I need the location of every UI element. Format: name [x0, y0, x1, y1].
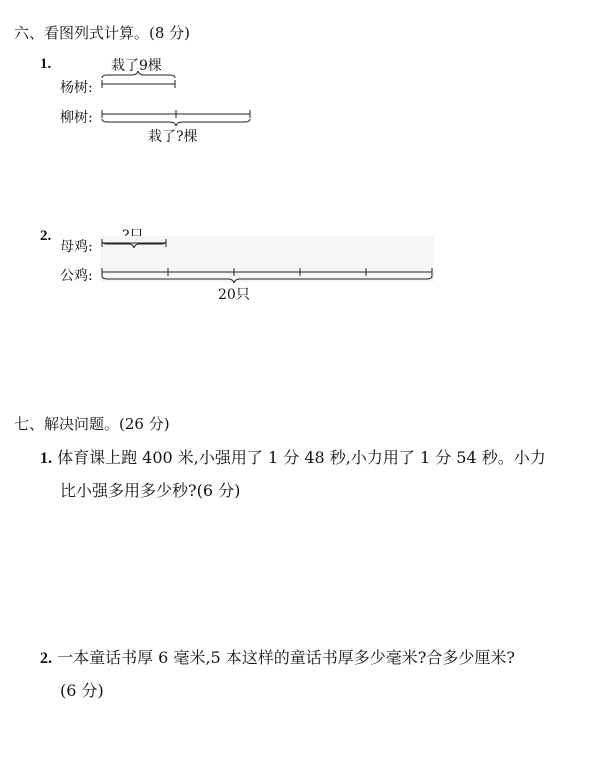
question-1	[40, 445, 546, 468]
problem-2-bottom-label: 20只	[218, 287, 250, 303]
question-1-line1: 体育课上跑 400 米,小强用了 1 分 48 秒,小力用了 1 分 54 秒。小力	[57, 448, 546, 467]
question-2-line1: 一本童话书厚 6 毫米,5 本这样的童话书厚多少毫米?合多少厘米?	[57, 648, 515, 667]
problem-1-top-label: 栽了9棵	[111, 58, 162, 74]
problem-2-number: 2.	[40, 228, 52, 244]
problem-1-row2-label: 柳树:	[60, 110, 93, 126]
question-1-number: 1.	[40, 450, 52, 467]
question-2-line2: (6 分)	[60, 681, 104, 700]
question-2	[40, 645, 515, 668]
section-6-title: 六、看图列式计算。(8 分)	[14, 24, 191, 42]
problem-1-row1-label: 杨树:	[60, 80, 93, 96]
question-1-line2: 比小强多用多少秒?(6 分)	[60, 481, 241, 500]
section-7-title: 七、解决问题。(26 分)	[14, 415, 170, 433]
question-2-number: 2.	[40, 650, 52, 667]
problem-2-row1-label: 母鸡:	[60, 239, 93, 255]
problem-2-row2-label: 公鸡:	[60, 268, 93, 284]
problem-1-bottom-label: 栽了?棵	[148, 129, 198, 145]
problem-1-number: 1.	[40, 56, 52, 72]
